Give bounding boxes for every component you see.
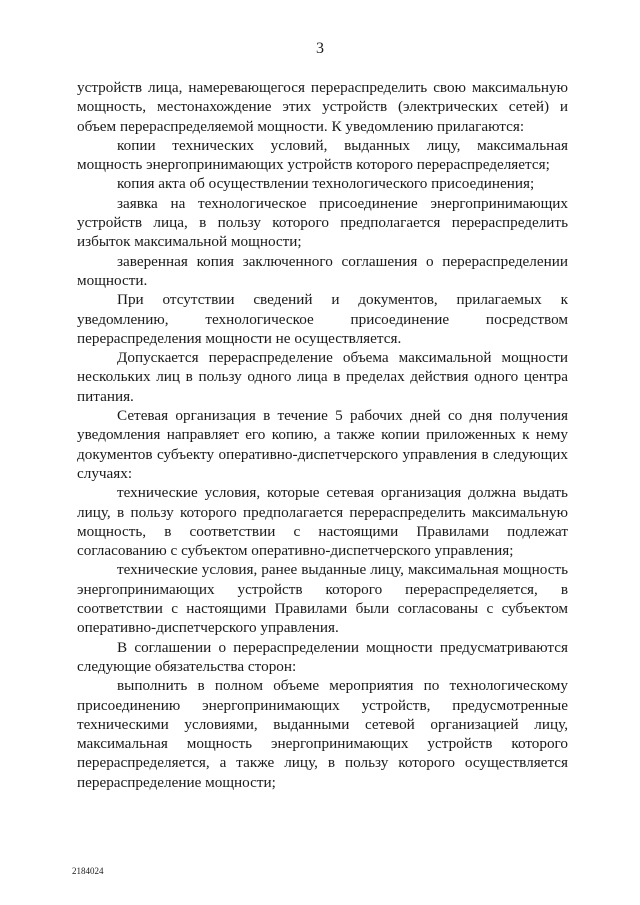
paragraph: устройств лица, намеревающегося перераспределить свою максимальную мощность, местонахождение этих устройств (электрических сетей) и объем перераспределяемой мощности. К уведомлению прилагаются:: [77, 79, 568, 135]
paragraph: В соглашении о перераспределении мощности предусматриваются следующие обязательства сторон:: [77, 638, 568, 675]
paragraph: копия акта об осуществлении технологического присоединения;: [117, 175, 535, 193]
document-body: [77, 78, 568, 792]
paragraph: заверенная копия заключенного соглашения о перераспределении мощности.: [77, 252, 568, 289]
paragraph: технические условия, которые сетевая организация должна выдать лицу, в пользу которого предполагается перераспределить максимальную мощность, в соответствии с настоящими Правилами подлежат согласованию с субъектом оперативно-диспетчерского управления;: [77, 484, 568, 560]
paragraph: выполнить в полном объеме мероприятия по технологическому присоединению энергопринимающих устройств, предусмотренные техническими условиями, выданными сетевой организацией лицу, максимальная мощность энергопринимающих устройств которого перераспределяется, а также лицу, в пользу которого осуществляется перераспределение мощности;: [77, 677, 568, 791]
paragraph: технические условия, ранее выданные лицу, максимальная мощность энергопринимающих устройств которого перераспределяется, в соответствии с настоящими Правилами были согласованы с субъектом оперативно-диспетчерского управления.: [77, 561, 568, 637]
paragraph: Допускается перераспределение объема максимальной мощности нескольких лиц в пользу одного лица в пределах действия одного центра питания.: [77, 349, 568, 405]
paragraph: заявка на технологическое присоединение энергопринимающих устройств лица, в пользу которого предполагается перераспределить избыток максимальной мощности;: [77, 194, 568, 251]
paragraph: Сетевая организация в течение 5 рабочих дней со дня получения уведомления направляет его копию, а также копии приложенных к нему документов субъекту оперативно-диспетчерского управления в следующих случаях:: [77, 407, 568, 482]
paragraph: копии технических условий, выданных лицу, максимальная мощность энергопринимающих устройств которого перераспределяется;: [77, 136, 568, 174]
page-number: 3: [316, 40, 324, 57]
paragraph: При отсутствии сведений и документов, прилагаемых к уведомлению, технологическое присоединение посредством перераспределения мощности не осуществляется.: [77, 291, 568, 347]
document-code: 2184024: [72, 866, 104, 876]
